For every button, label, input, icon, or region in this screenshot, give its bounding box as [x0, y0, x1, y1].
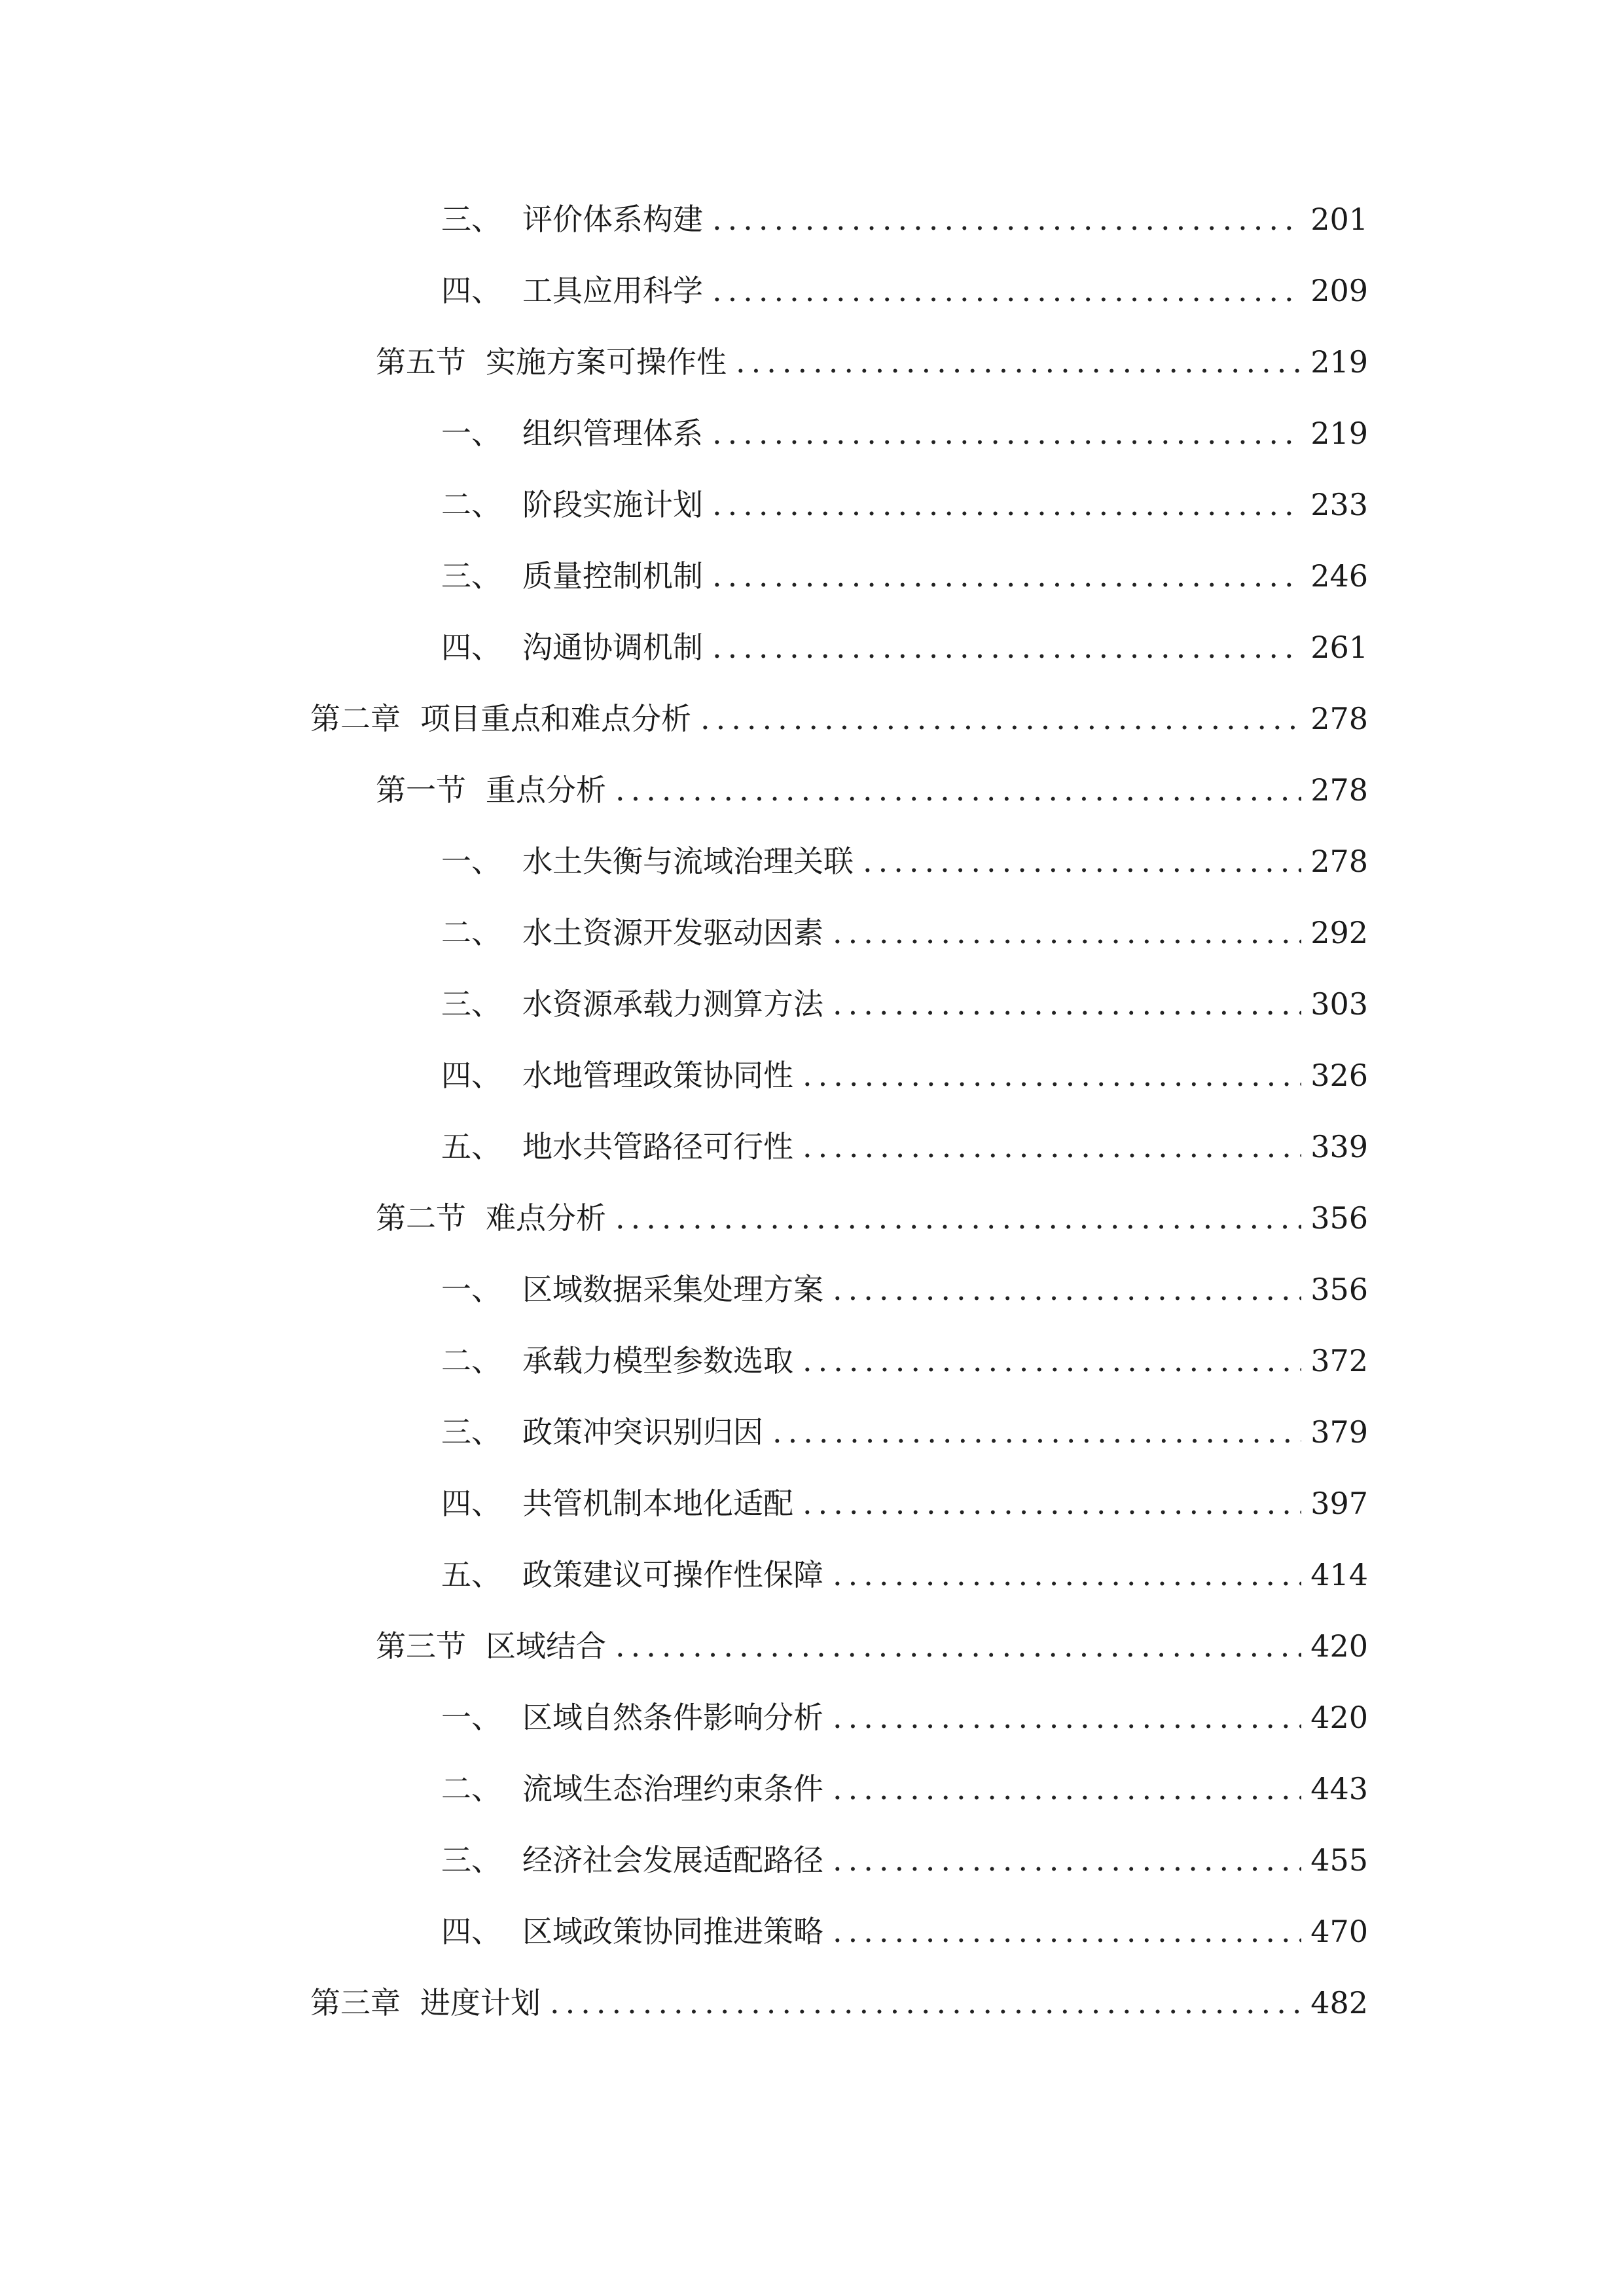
toc-entry-title: 项目重点和难点分析 [420, 701, 691, 736]
dot-leader [615, 764, 1301, 816]
toc-entry-title: 区域结合 [486, 1628, 606, 1664]
toc-entry-title: 政策建议可操作性保障 [522, 1557, 823, 1592]
toc-entry-number: 三、 [441, 202, 501, 237]
toc-entry[interactable] [441, 1763, 1368, 1815]
toc-entry-number: 五、 [441, 1557, 501, 1592]
toc-entry-title: 共管机制本地化适配 [522, 1486, 793, 1521]
toc-entry[interactable] [310, 1977, 1368, 2029]
toc-entry[interactable] [376, 1192, 1368, 1244]
toc-entry[interactable] [441, 1691, 1368, 1744]
toc-entry-number: 第三节 [376, 1628, 466, 1664]
toc-entry-number: 一、 [441, 844, 501, 879]
dot-leader [833, 1691, 1301, 1744]
dot-leader [863, 835, 1301, 888]
toc-entry-title: 经济社会发展适配路径 [522, 1842, 823, 1878]
toc-entry-page: 246 [1310, 558, 1368, 594]
toc-entry-number: 三、 [441, 986, 501, 1022]
toc-entry[interactable] [441, 1905, 1368, 1958]
toc-entry-page: 470 [1310, 1914, 1368, 1949]
toc-entry-page: 414 [1310, 1557, 1368, 1592]
toc-entry[interactable] [441, 1834, 1368, 1886]
toc-entry-title: 评价体系构建 [522, 202, 703, 237]
toc-entry[interactable] [441, 1121, 1368, 1173]
toc-entry-number: 三、 [441, 1414, 501, 1450]
toc-entry-number: 三、 [441, 558, 501, 594]
toc-entry-number: 第三章 [310, 1985, 401, 2020]
toc-entry[interactable] [441, 193, 1368, 245]
toc-entry-title: 流域生态治理约束条件 [522, 1771, 823, 1806]
toc-entry-number: 五、 [441, 1129, 501, 1164]
dot-leader [615, 1192, 1301, 1244]
dot-leader [712, 407, 1301, 459]
dot-leader [736, 336, 1301, 388]
toc-entry[interactable] [441, 1263, 1368, 1316]
toc-entry-page: 420 [1310, 1628, 1368, 1664]
toc-entry[interactable] [441, 550, 1368, 602]
toc-entry-title: 难点分析 [486, 1200, 606, 1236]
toc-entry-title: 区域数据采集处理方案 [522, 1272, 823, 1307]
dot-leader [712, 193, 1301, 245]
toc-entry-number: 二、 [441, 1343, 501, 1378]
toc-entry-title: 沟通协调机制 [522, 630, 703, 665]
toc-entry-page: 219 [1310, 416, 1368, 451]
dot-leader [772, 1406, 1301, 1458]
toc-entry-title: 承载力模型参数选取 [522, 1343, 793, 1378]
dot-leader [712, 264, 1301, 317]
dot-leader [833, 978, 1301, 1030]
toc-entry-page: 233 [1310, 487, 1368, 522]
toc-entry[interactable] [441, 978, 1368, 1030]
toc-entry-page: 201 [1310, 202, 1368, 237]
toc-entry[interactable] [441, 1549, 1368, 1601]
toc-entry[interactable] [441, 407, 1368, 459]
toc-entry-number: 第二节 [376, 1200, 466, 1236]
toc-entry-number: 第五节 [376, 344, 466, 380]
toc-entry-title: 政策冲突识别归因 [522, 1414, 763, 1450]
toc-entry[interactable] [441, 1406, 1368, 1458]
dot-leader [833, 1263, 1301, 1316]
toc-entry-page: 372 [1310, 1343, 1368, 1378]
toc-entry-page: 482 [1310, 1985, 1368, 2020]
toc-entry[interactable] [441, 906, 1368, 959]
toc-entry-page: 219 [1310, 344, 1368, 380]
toc-entry-title: 地水共管路径可行性 [522, 1129, 793, 1164]
toc-entry-page: 397 [1310, 1486, 1368, 1521]
toc-entry-page: 278 [1310, 701, 1368, 736]
toc-entry-number: 四、 [441, 1486, 501, 1521]
toc-entry-number: 四、 [441, 630, 501, 665]
dot-leader [833, 1834, 1301, 1886]
toc-entry-page: 420 [1310, 1700, 1368, 1735]
toc-entry[interactable] [376, 336, 1368, 388]
toc-entry[interactable] [441, 835, 1368, 888]
toc-entry[interactable] [376, 764, 1368, 816]
dot-leader [803, 1335, 1301, 1387]
dot-leader [803, 1477, 1301, 1530]
toc-entry-page: 278 [1310, 844, 1368, 879]
dot-leader [712, 478, 1301, 531]
toc-entry-number: 一、 [441, 1272, 501, 1307]
toc-entry-page: 303 [1310, 986, 1368, 1022]
dot-leader [833, 906, 1301, 959]
toc-entry[interactable] [441, 478, 1368, 531]
dot-leader [833, 1549, 1301, 1601]
toc-entry-number: 四、 [441, 273, 501, 308]
toc-entry-number: 第二章 [310, 701, 401, 736]
toc-entry-title: 阶段实施计划 [522, 487, 703, 522]
toc-entry-title: 重点分析 [486, 772, 606, 808]
toc-entry-title: 水地管理政策协同性 [522, 1058, 793, 1093]
toc-entry-page: 278 [1310, 772, 1368, 808]
toc-entry-title: 水土资源开发驱动因素 [522, 915, 823, 950]
dot-leader [833, 1763, 1301, 1815]
toc-entry-number: 二、 [441, 487, 501, 522]
toc-entry-page: 455 [1310, 1842, 1368, 1878]
toc-entry-number: 二、 [441, 915, 501, 950]
toc-entry-page: 443 [1310, 1771, 1368, 1806]
dot-leader [803, 1121, 1301, 1173]
toc-entry-page: 356 [1310, 1200, 1368, 1236]
dot-leader [615, 1620, 1301, 1672]
toc-entry-title: 水土失衡与流域治理关联 [522, 844, 854, 879]
toc-entry-page: 379 [1310, 1414, 1368, 1450]
toc-entry-title: 区域自然条件影响分析 [522, 1700, 823, 1735]
dot-leader [803, 1049, 1301, 1102]
dot-leader [833, 1905, 1301, 1958]
toc-entry-title: 进度计划 [420, 1985, 541, 2020]
toc-entry-page: 339 [1310, 1129, 1368, 1164]
toc-entry-title: 实施方案可操作性 [486, 344, 727, 380]
toc-entry[interactable] [441, 621, 1368, 673]
toc-entry-title: 工具应用科学 [522, 273, 703, 308]
toc-entry[interactable] [376, 1620, 1368, 1672]
toc-entry[interactable] [310, 692, 1368, 745]
toc-entry-title: 组织管理体系 [522, 416, 703, 451]
toc-entry[interactable] [441, 1335, 1368, 1387]
toc-entry-page: 261 [1310, 630, 1368, 665]
dot-leader [712, 621, 1301, 673]
toc-entry[interactable] [441, 264, 1368, 317]
toc-entry-page: 209 [1310, 273, 1368, 308]
toc-entry-number: 二、 [441, 1771, 501, 1806]
toc-entry[interactable] [441, 1477, 1368, 1530]
toc-entry-page: 326 [1310, 1058, 1368, 1093]
toc-entry-number: 第一节 [376, 772, 466, 808]
toc-entry-number: 四、 [441, 1058, 501, 1093]
toc-entry-number: 一、 [441, 1700, 501, 1735]
dot-leader [712, 550, 1301, 602]
toc-entry-number: 一、 [441, 416, 501, 451]
toc-entry-number: 三、 [441, 1842, 501, 1878]
dot-leader [550, 1977, 1301, 2029]
toc-entry-number: 四、 [441, 1914, 501, 1949]
toc-entry-title: 区域政策协同推进策略 [522, 1914, 823, 1949]
toc-entry-title: 水资源承载力测算方法 [522, 986, 823, 1022]
toc-entry-page: 356 [1310, 1272, 1368, 1307]
dot-leader [700, 692, 1301, 745]
toc-entry[interactable] [441, 1049, 1368, 1102]
toc-entry-page: 292 [1310, 915, 1368, 950]
toc-entry-title: 质量控制机制 [522, 558, 703, 594]
